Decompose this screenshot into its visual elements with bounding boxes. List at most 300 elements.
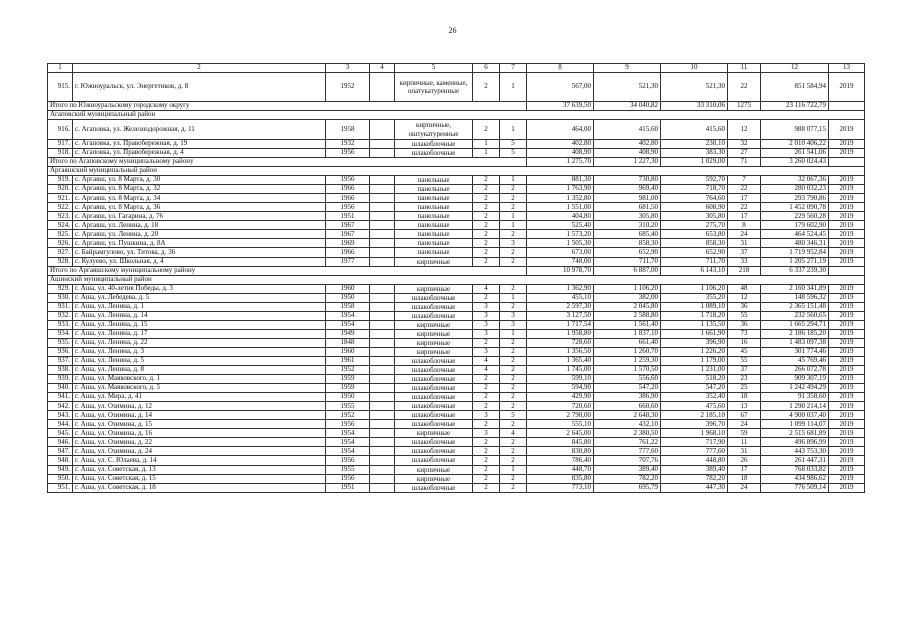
year-built: 1966 (326, 185, 370, 194)
col-4 (370, 230, 395, 239)
entrances: 1 (500, 221, 527, 230)
total-area-9: 6 887,00 (594, 266, 661, 275)
row-number: 940. (48, 384, 73, 393)
area-total: 786,40 (527, 456, 594, 465)
residents: 23 (728, 375, 761, 384)
floors: 4 (473, 356, 500, 365)
entrances: 2 (500, 194, 527, 203)
floors: 4 (473, 284, 500, 293)
area-residential: 1 661,90 (661, 329, 728, 338)
area-total: 429,90 (527, 393, 594, 402)
area-residential: 518,20 (661, 375, 728, 384)
address: с. Аргаяш, ул. 8 Марта, д. 36 (73, 203, 326, 212)
area-residential: 389,40 (661, 465, 728, 474)
year-built: 1967 (326, 221, 370, 230)
residents: 37 (728, 365, 761, 374)
col-4 (370, 393, 395, 402)
repair-cost: 280 032,23 (761, 185, 829, 194)
table-row (48, 320, 865, 329)
area-total: 673,00 (527, 248, 594, 257)
area-premises: 408,90 (594, 149, 661, 158)
row-number: 919. (48, 176, 73, 185)
total-area-9: 1 227,30 (594, 158, 661, 167)
address: с. Байрамгулово, ул. Титова, д. 36 (73, 248, 326, 257)
year-built: 1958 (326, 302, 370, 311)
year-built: 1954 (326, 429, 370, 438)
area-residential: 2 185,10 (661, 411, 728, 420)
table-row (48, 483, 865, 492)
planned-year: 2019 (829, 212, 865, 221)
residents: 16 (728, 338, 761, 347)
floors: 3 (473, 429, 500, 438)
area-total: 1 958,80 (527, 329, 594, 338)
area-total: 835,80 (527, 474, 594, 483)
residents: 8 (728, 221, 761, 230)
floors: 4 (473, 365, 500, 374)
floors: 2 (473, 194, 500, 203)
column-header-1: 1 (48, 64, 73, 73)
repair-cost: 261 447,31 (761, 456, 829, 465)
year-built: 1950 (326, 293, 370, 302)
year-built: 1956 (326, 149, 370, 158)
column-header-3: 3 (326, 64, 370, 73)
column-header-12: 12 (761, 64, 829, 73)
wall-material: панельные (395, 239, 473, 248)
area-total: 567,00 (527, 73, 594, 102)
row-number: 949. (48, 465, 73, 474)
area-premises: 1 570,50 (594, 365, 661, 374)
address: г. Аша, ул. 40-летия Победы, д. 3 (73, 284, 326, 293)
wall-material: кирпичные, оштукатуренные (395, 120, 473, 140)
area-premises: 660,60 (594, 402, 661, 411)
repair-cost: 434 986,62 (761, 474, 829, 483)
row-number: 922. (48, 203, 73, 212)
entrances: 3 (500, 239, 527, 248)
repair-cost: 2 365 151,48 (761, 302, 829, 311)
entrances: 5 (500, 149, 527, 158)
wall-material: шлакоблочные (395, 356, 473, 365)
repair-cost: 179 602,90 (761, 221, 829, 230)
col-4 (370, 284, 395, 293)
column-header-13: 13 (829, 64, 865, 73)
repair-cost: 464 524,45 (761, 230, 829, 239)
entrances: 2 (500, 203, 527, 212)
total-residents: 1275 (728, 102, 761, 111)
residents: 22 (728, 73, 761, 102)
area-residential: 352,40 (661, 393, 728, 402)
area-total: 1 362,90 (527, 284, 594, 293)
total-cost: 3 260 024,43 (761, 158, 829, 167)
col-4 (370, 456, 395, 465)
residents: 7 (728, 176, 761, 185)
section-header-row (48, 167, 865, 176)
area-total: 728,60 (527, 338, 594, 347)
address: г. Аша, ул. Ленина, д. 5 (73, 356, 326, 365)
area-premises: 777,60 (594, 447, 661, 456)
year-built: 1966 (326, 248, 370, 257)
planned-year: 2019 (829, 221, 865, 230)
year-built: 1848 (326, 338, 370, 347)
column-header-11: 11 (728, 64, 761, 73)
area-total: 881,30 (527, 176, 594, 185)
address: г. Аша, ул. Ленина, д. 22 (73, 338, 326, 347)
wall-material: шлакоблочные (395, 402, 473, 411)
wall-material: шлакоблочные (395, 483, 473, 492)
residents: 11 (728, 438, 761, 447)
table-row (48, 365, 865, 374)
area-premises: 521,30 (594, 73, 661, 102)
year-built: 1969 (326, 239, 370, 248)
total-label: Итого по Аргаяшскому муниципальному району (48, 266, 527, 275)
year-built: 1955 (326, 465, 370, 474)
row-number: 926. (48, 239, 73, 248)
col-4 (370, 302, 395, 311)
col-4 (370, 420, 395, 429)
wall-material: кирпичные (395, 429, 473, 438)
area-total: 1 356,50 (527, 347, 594, 356)
area-residential: 396,90 (661, 338, 728, 347)
area-premises: 1 260,70 (594, 347, 661, 356)
planned-year: 2019 (829, 393, 865, 402)
planned-year: 2019 (829, 329, 865, 338)
wall-material: кирпичные (395, 474, 473, 483)
row-number: 943. (48, 411, 73, 420)
residents: 73 (728, 329, 761, 338)
address: г. Аша, ул. Советская, д. 13 (73, 465, 326, 474)
address: г. Аша, ул. Озимина, д. 16 (73, 429, 326, 438)
col-4 (370, 248, 395, 257)
area-total: 1 365,40 (527, 356, 594, 365)
section-header-row (48, 275, 865, 284)
planned-year: 2019 (829, 185, 865, 194)
address: г. Аша, ул. Озимина, д. 22 (73, 438, 326, 447)
entrances: 2 (500, 420, 527, 429)
year-built: 1967 (326, 230, 370, 239)
row-number: 934. (48, 329, 73, 338)
wall-material: кирпичные (395, 338, 473, 347)
address: г. Аша, ул. Озимина, д. 12 (73, 402, 326, 411)
area-total: 555,10 (527, 420, 594, 429)
row-number: 918. (48, 149, 73, 158)
area-premises: 386,90 (594, 393, 661, 402)
address: г. Аша, ул. Ленина, д. 17 (73, 329, 326, 338)
table-row (48, 411, 865, 420)
area-total: 525,40 (527, 221, 594, 230)
area-total: 2 790,00 (527, 411, 594, 420)
column-header-9: 9 (594, 64, 661, 73)
column-header-5: 5 (395, 64, 473, 73)
entrances: 2 (500, 447, 527, 456)
area-residential: 521,30 (661, 73, 728, 102)
repair-cost: 266 072,78 (761, 365, 829, 374)
repair-cost: 768 033,82 (761, 465, 829, 474)
column-header-2: 2 (73, 64, 326, 73)
area-residential: 355,20 (661, 293, 728, 302)
col-4 (370, 356, 395, 365)
col-4 (370, 329, 395, 338)
area-premises: 432,10 (594, 420, 661, 429)
planned-year: 2019 (829, 248, 865, 257)
area-total: 845,80 (527, 438, 594, 447)
area-premises: 1 106,20 (594, 284, 661, 293)
floors: 2 (473, 447, 500, 456)
wall-material: панельные (395, 248, 473, 257)
repair-cost: 4 900 037,40 (761, 411, 829, 420)
floors: 2 (473, 393, 500, 402)
entrances: 2 (500, 483, 527, 492)
area-premises: 695,79 (594, 483, 661, 492)
area-total: 2 597,30 (527, 302, 594, 311)
area-residential: 652,90 (661, 248, 728, 257)
page-number: 26 (448, 26, 457, 35)
repair-cost: 32 067,36 (761, 176, 829, 185)
row-number: 924. (48, 221, 73, 230)
row-number: 920. (48, 185, 73, 194)
wall-material: шлакоблочные (395, 311, 473, 320)
entrances: 1 (500, 465, 527, 474)
col-4 (370, 293, 395, 302)
area-residential: 782,20 (661, 474, 728, 483)
section-title: Ашинский муниципальный район (48, 275, 865, 284)
area-total: 1 763,90 (527, 185, 594, 194)
repair-cost: 232 560,65 (761, 311, 829, 320)
area-premises: 1 837,10 (594, 329, 661, 338)
repair-cost: 2 160 341,89 (761, 284, 829, 293)
planned-year: 2019 (829, 257, 865, 266)
entrances: 2 (500, 456, 527, 465)
year-built: 1956 (326, 203, 370, 212)
area-residential: 396,70 (661, 420, 728, 429)
row-number: 916. (48, 120, 73, 140)
table-row (48, 356, 865, 365)
floors: 3 (473, 347, 500, 356)
year-built: 1955 (326, 402, 370, 411)
residents: 32 (728, 140, 761, 149)
residents: 12 (728, 293, 761, 302)
planned-year: 2019 (829, 73, 865, 102)
section-title: Аргаяшский муниципальный район (48, 167, 865, 176)
wall-material: панельные (395, 221, 473, 230)
entrances: 2 (500, 230, 527, 239)
area-total: 455,10 (527, 293, 594, 302)
table-row (48, 447, 865, 456)
wall-material: шлакоблочные (395, 302, 473, 311)
year-built: 1960 (326, 347, 370, 356)
floors: 3 (473, 311, 500, 320)
address: г. Аша, ул. Маяковского, д. 5 (73, 384, 326, 393)
area-premises: 402,80 (594, 140, 661, 149)
column-header-10: 10 (661, 64, 728, 73)
col-4 (370, 365, 395, 374)
row-number: 928. (48, 257, 73, 266)
repair-cost: 2 186 185,20 (761, 329, 829, 338)
floors: 2 (473, 456, 500, 465)
wall-material: шлакоблочные (395, 447, 473, 456)
table-row (48, 284, 865, 293)
area-premises: 981,00 (594, 194, 661, 203)
year-built: 1959 (326, 384, 370, 393)
address: с. Аргаяш, ул. 8 Марта, д. 30 (73, 176, 326, 185)
floors: 2 (473, 483, 500, 492)
entrances: 3 (500, 320, 527, 329)
residents: 36 (728, 302, 761, 311)
total-area-8: 10 978,70 (527, 266, 594, 275)
area-residential: 1 179,00 (661, 356, 728, 365)
address: г. Аша, ул. Ленина, д. 14 (73, 311, 326, 320)
table-row (48, 456, 865, 465)
wall-material: шлакоблочные (395, 456, 473, 465)
col-4 (370, 347, 395, 356)
planned-year: 2019 (829, 239, 865, 248)
wall-material: панельные (395, 230, 473, 239)
residents: 55 (728, 356, 761, 365)
total-area-10: 33 310,06 (661, 102, 728, 111)
row-number: 935. (48, 338, 73, 347)
total-cost: 6 337 239,30 (761, 266, 829, 275)
total-year-empty (829, 266, 865, 275)
table-row (48, 402, 865, 411)
row-number: 951. (48, 483, 73, 492)
area-residential: 415,60 (661, 120, 728, 140)
area-total: 3 127,50 (527, 311, 594, 320)
address: с. Агаповка, ул. Правобережная, д. 19 (73, 140, 326, 149)
year-built: 1956 (326, 456, 370, 465)
repair-cost: 443 753,30 (761, 447, 829, 456)
area-residential: 547,20 (661, 384, 728, 393)
address: г. Южноуральск, ул. Энергетиков, д. 8 (73, 73, 326, 102)
table-body (48, 73, 865, 493)
address: с. Аргаяш, ул. Гагарина, д. 76 (73, 212, 326, 221)
area-total: 720,60 (527, 402, 594, 411)
row-number: 944. (48, 420, 73, 429)
total-area-8: 37 639,50 (527, 102, 594, 111)
row-number: 921. (48, 194, 73, 203)
entrances: 2 (500, 284, 527, 293)
col-4 (370, 203, 395, 212)
row-number: 948. (48, 456, 73, 465)
table-row (48, 338, 865, 347)
floors: 2 (473, 384, 500, 393)
column-header-4: 4 (370, 64, 395, 73)
housing-register-table (47, 63, 865, 493)
planned-year: 2019 (829, 293, 865, 302)
area-residential: 764,60 (661, 194, 728, 203)
residents: 67 (728, 411, 761, 420)
entrances: 2 (500, 338, 527, 347)
floors: 2 (473, 185, 500, 194)
wall-material: кирпичные (395, 347, 473, 356)
table-row (48, 176, 865, 185)
area-premises: 2 380,50 (594, 429, 661, 438)
planned-year: 2019 (829, 302, 865, 311)
entrances: 2 (500, 302, 527, 311)
floors: 2 (473, 230, 500, 239)
area-premises: 547,20 (594, 384, 661, 393)
year-built: 1966 (326, 194, 370, 203)
table-row (48, 73, 865, 102)
planned-year: 2019 (829, 456, 865, 465)
area-premises: 858,30 (594, 239, 661, 248)
residents: 59 (728, 429, 761, 438)
col-4 (370, 73, 395, 102)
row-number: 915. (48, 73, 73, 102)
residents: 26 (728, 456, 761, 465)
repair-cost: 909 307,19 (761, 375, 829, 384)
total-row (48, 102, 865, 111)
entrances: 2 (500, 257, 527, 266)
section-title: Агаповский муниципальный район (48, 111, 865, 120)
area-residential: 711,70 (661, 257, 728, 266)
floors: 2 (473, 239, 500, 248)
planned-year: 2019 (829, 149, 865, 158)
area-residential: 447,30 (661, 483, 728, 492)
floors: 3 (473, 329, 500, 338)
planned-year: 2019 (829, 365, 865, 374)
address: г. Аша, ул. Озимина, д. 14 (73, 411, 326, 420)
area-residential: 1 968,10 (661, 429, 728, 438)
area-total: 830,80 (527, 447, 594, 456)
year-built: 1958 (326, 120, 370, 140)
col-4 (370, 474, 395, 483)
row-number: 927. (48, 248, 73, 257)
row-number: 945. (48, 429, 73, 438)
area-premises: 652,90 (594, 248, 661, 257)
table-row (48, 140, 865, 149)
repair-cost: 229 560,28 (761, 212, 829, 221)
total-residents: 71 (728, 158, 761, 167)
area-premises: 2 588,80 (594, 311, 661, 320)
residents: 17 (728, 194, 761, 203)
address: г. Аша, ул. Ленина, д. 8 (73, 365, 326, 374)
col-4 (370, 176, 395, 185)
repair-cost: 1 452 090,78 (761, 203, 829, 212)
address: г. Аша, ул. С. Юлаева, д. 14 (73, 456, 326, 465)
entrances: 3 (500, 311, 527, 320)
address: с. Агаповка, ул. Железнодорожная, д. 11 (73, 120, 326, 140)
wall-material: кирпичные (395, 284, 473, 293)
row-number: 925. (48, 230, 73, 239)
year-built: 1954 (326, 311, 370, 320)
col-4 (370, 311, 395, 320)
table-row (48, 212, 865, 221)
planned-year: 2019 (829, 140, 865, 149)
year-built: 1952 (326, 411, 370, 420)
entrances: 2 (500, 347, 527, 356)
row-number: 947. (48, 447, 73, 456)
row-number: 923. (48, 212, 73, 221)
floors: 3 (473, 411, 500, 420)
area-residential: 1 226,20 (661, 347, 728, 356)
area-residential: 858,30 (661, 239, 728, 248)
address: г. Аша, ул. Ленина, д. 3 (73, 347, 326, 356)
area-residential: 230,10 (661, 140, 728, 149)
address: г. Аша, ул. Советская, д. 15 (73, 474, 326, 483)
entrances: 4 (500, 429, 527, 438)
floors: 1 (473, 149, 500, 158)
floors: 2 (473, 293, 500, 302)
area-premises: 761,22 (594, 438, 661, 447)
address: г. Аша, ул. Мира, д. 41 (73, 393, 326, 402)
floors: 2 (473, 402, 500, 411)
year-built: 1950 (326, 393, 370, 402)
area-residential: 1 718,20 (661, 311, 728, 320)
area-total: 773,10 (527, 483, 594, 492)
entrances: 2 (500, 365, 527, 374)
repair-cost: 1 483 097,38 (761, 338, 829, 347)
entrances: 2 (500, 185, 527, 194)
row-number: 933. (48, 320, 73, 329)
table-row (48, 194, 865, 203)
